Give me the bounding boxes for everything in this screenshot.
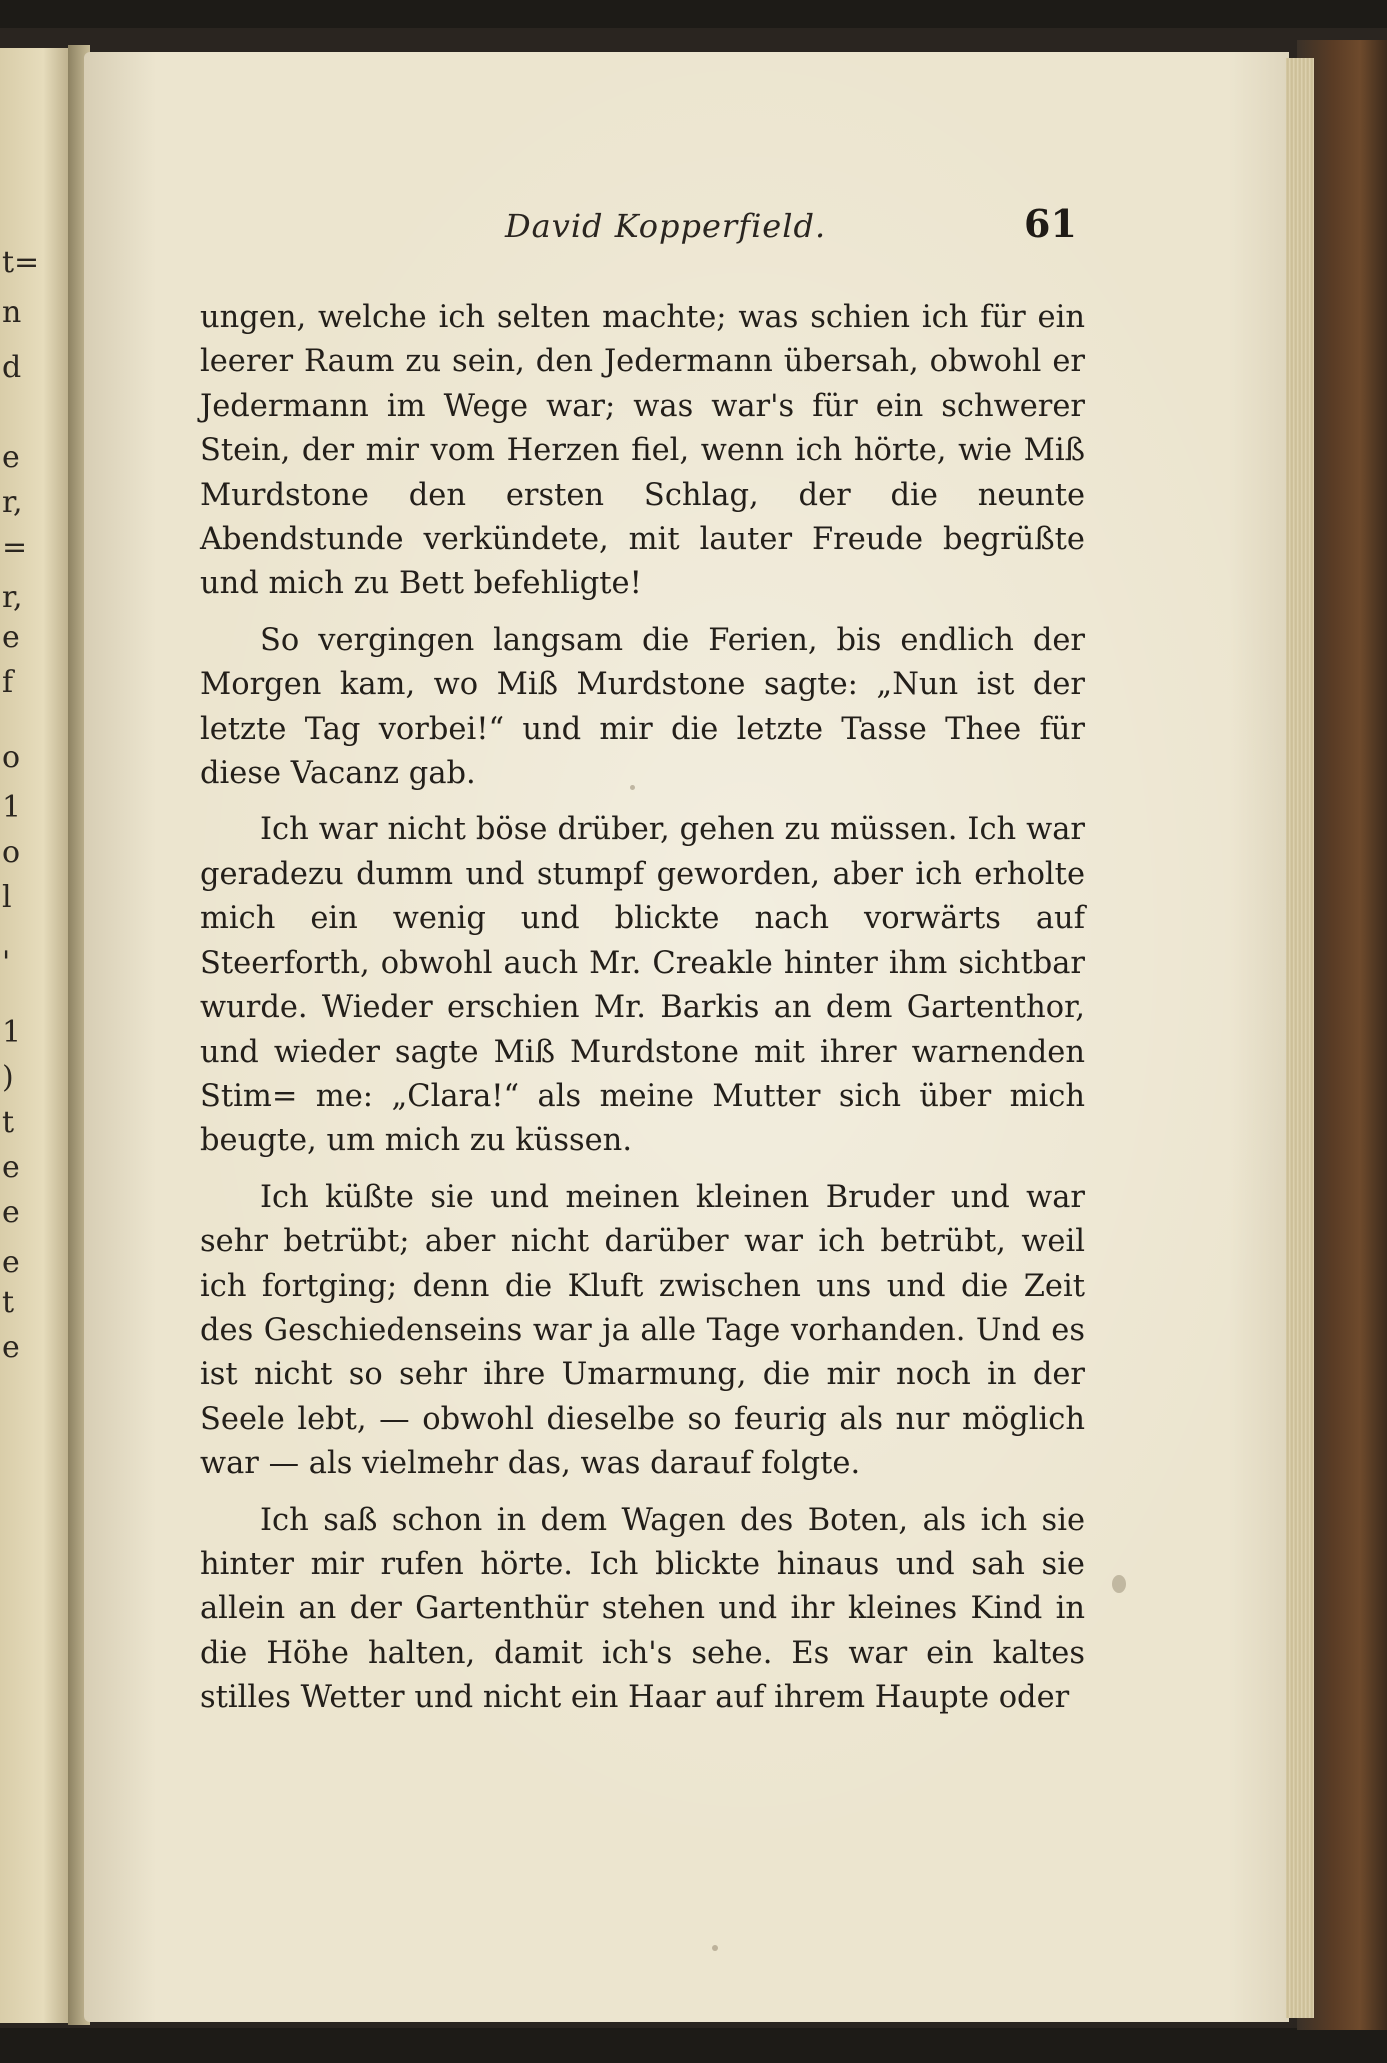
- facing-page-fragment: r,: [2, 485, 23, 520]
- paper-speck: [1112, 1575, 1126, 1593]
- facing-page-fragment: n: [2, 295, 22, 330]
- page-edges: [1286, 58, 1314, 2018]
- facing-page-fragment: e: [2, 1150, 20, 1185]
- facing-page-fragment: l: [2, 880, 12, 915]
- facing-page-fragment: t=: [2, 245, 40, 280]
- facing-page-fragment: r,: [2, 580, 23, 615]
- facing-page-fragment: e: [2, 620, 20, 655]
- facing-page-fragment: e: [2, 1245, 20, 1280]
- paper-speck: [630, 785, 635, 790]
- facing-page-fragment: o: [2, 835, 21, 870]
- paragraph: Ich küßte sie und meinen kleinen Bruder und war sehr betrübt; aber nicht darüber war ich betrübt, weil ich fortging; denn die Kluft zwischen uns und die Zeit des Geschiedenseins war ja alle Tage vorhanden. Und es ist nicht so sehr ihre Umarmung, die mir noch in der Seele lebt, — obwohl dieselbe so feurig als nur möglich war — als vielmehr das, was darauf folgte.: [200, 1179, 1085, 1482]
- facing-page-fragment: e: [2, 1330, 20, 1365]
- facing-page-fragment: 1: [2, 1015, 22, 1050]
- page-number: 61: [1024, 201, 1077, 246]
- facing-page-fragment: e: [2, 1195, 20, 1230]
- paper-speck: [712, 1945, 718, 1951]
- running-head-title: David Kopperfield.: [505, 207, 827, 245]
- body-text: [200, 296, 1085, 1721]
- facing-page-fragment: o: [2, 740, 21, 775]
- facing-page-fragment: 1: [2, 790, 22, 825]
- paragraph: Ich saß schon in dem Wagen des Boten, als ich sie hinter mir rufen hörte. Ich blickte hinaus und sah sie allein an der Gartenthür stehen und ihr kleines Kind in die Höhe halten, damit ich's sehe. Es war ein kaltes stilles Wetter und nicht ein Haar auf ihrem Haupte oder: [200, 1502, 1085, 1716]
- facing-page-fragment: d: [2, 350, 22, 385]
- paragraph: So vergingen langsam die Ferien, bis endlich der Morgen kam, wo Miß Murdstone sagte: „Nun ist der letzte Tag vorbei!“ und mir die letzte Tasse Thee für diese Vacanz gab.: [200, 622, 1085, 792]
- facing-page-fragment: t: [2, 1285, 15, 1320]
- facing-page-fragment: f: [2, 665, 14, 700]
- paragraph: ungen, welche ich selten machte; was schien ich für ein leerer Raum zu sein, den Jedermann übersah, obwohl er Jedermann im Wege war; was war's für ein schwerer Stein, der mir vom Herzen fiel, wenn ich hörte, wie Miß Murdstone den ersten Schlag, der die neunte Abendstunde verkündete, mit lauter Freude begrüßte und mich zu Bett befehligte!: [200, 300, 1085, 602]
- facing-page-fragment: ': [2, 945, 11, 980]
- facing-page-fragment: t: [2, 1105, 15, 1140]
- running-head: [0, 195, 1387, 255]
- facing-page-fragment: e: [2, 440, 20, 475]
- facing-page: [0, 48, 72, 2023]
- facing-page-fragment: ): [2, 1060, 14, 1095]
- paragraph: Ich war nicht böse drüber, gehen zu müssen. Ich war geradezu dumm und stumpf geworden, aber ich erholte mich ein wenig und blickte nach vorwärts auf Steerforth, obwohl auch Mr. Creakle hinter ihm sichtbar wurde. Wieder erschien Mr. Barkis an dem Gartenthor, und wieder sagte Miß Murdstone mit ihrer warnenden Stim= me: „Clara!“ als meine Mutter sich über mich beugte, um mich zu küssen.: [200, 812, 1085, 1159]
- facing-page-fragment: =: [2, 530, 28, 565]
